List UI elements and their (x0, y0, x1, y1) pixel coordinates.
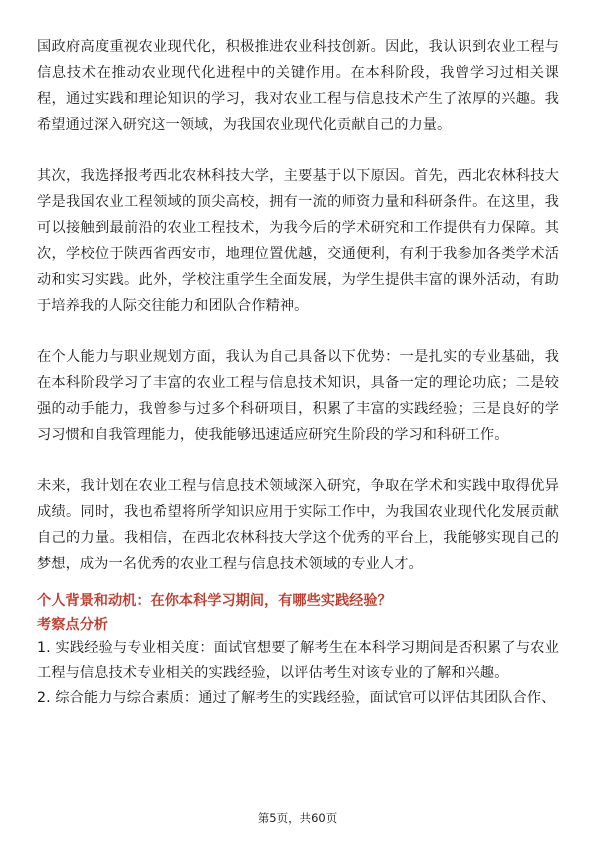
body-paragraph-4: 未来，我计划在农业工程与信息技术领域深入研究，争取在学术和实践中取得优异成绩。同时，我也希望将所学知识应用于实际工作中，为我国农业现代化发展贡献自己的力量。我相信，在西北农林科技大学这个优秀的平台上，我能够实现自己的梦想，成为一名优秀的农业工程与信息技术领域的专业人才。 (37, 478, 559, 572)
analysis-item-2: 2. 综合能力与综合素质：通过了解考生的实践经验，面试官可以评估其团队合作、 (37, 690, 556, 706)
document-page (37, 34, 559, 711)
page-footer: 第5页，共60页 (257, 811, 338, 825)
body-paragraph-3: 在个人能力与职业规划方面，我认为自己具备以下优势：一是扎实的专业基础，我在本科阶段学习了丰富的农业工程与信息技术知识，具备一定的理论功底；二是较强的动手能力，我曾参与过多个科研项目，积累了丰富的实践经验；三是良好的学习习惯和自我管理能力，使我能够迅速适应研究生阶段的学习和科研工作。 (37, 349, 559, 443)
analysis-heading: 考察点分析 (37, 617, 108, 633)
body-paragraph-1: 国政府高度重视农业现代化，积极推进农业科技创新。因此，我认识到农业工程与信息技术在推动农业现代化进程中的关键作用。在本科阶段，我曾学习过相关课程，通过实践和理论知识的学习，我对农业工程与信息技术产生了浓厚的兴趣。我希望通过深入研究这一领域，为我国农业现代化贡献自己的力量。 (37, 39, 559, 133)
body-paragraph-2: 其次，我选择报考西北农林科技大学，主要基于以下原因。首先，西北农林科技大学是我国农业工程领域的顶尖高校，拥有一流的师资力量和科研条件。在这里，我可以接触到最前沿的农业工程技术，为我今后的学术研究和工作提供有力保障。其次，学校位于陕西省西安市，地理位置优越，交通便利，有利于我参加各类学术活动和实习实践。此外，学校注重学生全面发展，为学生提供丰富的课外活动，有助于培养我的人际交往能力和团队合作精神。 (37, 168, 559, 314)
question-heading: 个人背景和动机：在你本科学习期间，有哪些实践经验？ (37, 593, 392, 609)
analysis-item-1: 1. 实践经验与专业相关度：面试官想要了解考生在本科学习期间是否积累了与农业工程与信息技术专业相关的实践经验，以评估考生对该专业的了解和兴趣。 (37, 640, 559, 681)
